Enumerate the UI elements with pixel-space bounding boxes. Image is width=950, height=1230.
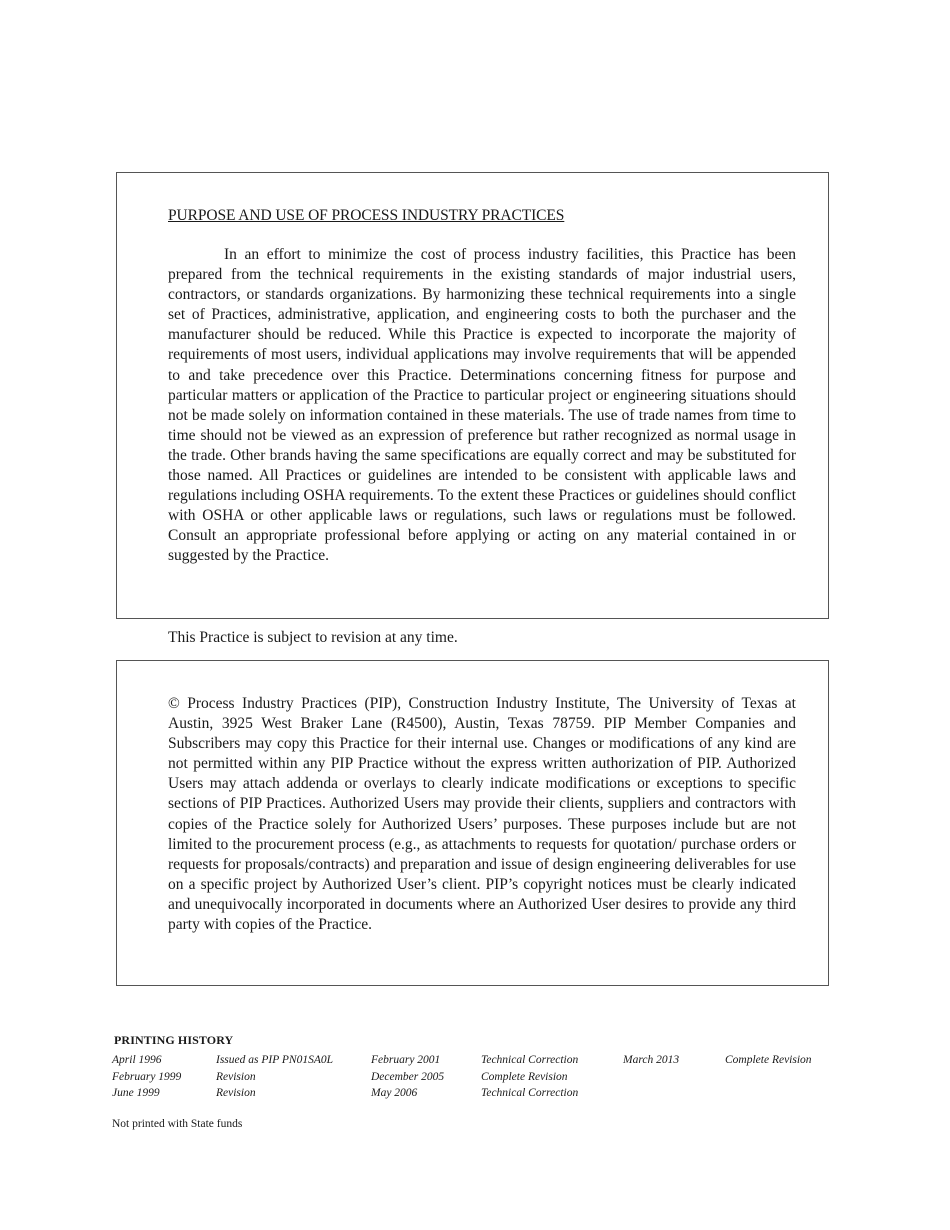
history-date: April 1996 (112, 1054, 162, 1066)
history-date: March 2013 (623, 1054, 680, 1066)
printing-history-title: PRINTING HISTORY (114, 1033, 234, 1047)
history-event: Revision (216, 1070, 256, 1083)
history-event: Revision (216, 1087, 256, 1099)
printing-history-row (112, 1052, 852, 1069)
purpose-content (168, 206, 796, 567)
history-event: Issued as PIP PN01SA0L (216, 1054, 334, 1066)
history-event: Complete Revision (725, 1054, 812, 1066)
printing-history (112, 1032, 852, 1102)
history-date: December 2005 (371, 1070, 445, 1083)
history-event: Complete Revision (481, 1070, 568, 1083)
revision-note: This Practice is subject to revision at any time. (168, 629, 458, 646)
purpose-body: In an effort to minimize the cost of process industry facilities, this Practice has been prepared from the technical requirements in the existing standards of major industrial users, contractors, or standards organizations. By harmonizing these technical requirements into a single set of Practices, administrative, application, and engineering costs to both the purchaser and the manufacturer should be reduced. While this Practice is expected to incorporate the majority of requirements of most users, individual applications may involve requirements that will be appended to and take precedence over this Practice. Determinations concerning fitness for purpose and particular matters or application of the Practice to particular project or engineering situations should not be made solely on information contained in these materials. The use of trade names from time to time should not be viewed as an expression of preference but rather recognized as normal usage in the trade. Other brands having the same specifications are equally correct and may be substituted for those named. All Practices or guidelines are intended to be consistent with applicable laws and regulations including OSHA requirements. To the extent these Practices or guidelines should conflict with OSHA or other applicable laws or regulations, such laws or regulations must be followed. Consult an appropriate professional before applying or acting on any material contained in or suggested by the Practice. (168, 246, 796, 565)
history-event: Technical Correction (481, 1054, 579, 1066)
printing-history-row (112, 1085, 852, 1102)
copyright-body: © Process Industry Practices (PIP), Construction Industry Institute, The University of Texas at Austin, 3925 West Braker Lane (R4500), Austin, Texas 78759. PIP Member Companies and Subscribers may copy this Practice for their internal use. Changes or modifications of any kind are not permitted within any PIP Practice without the express written authorization of PIP. Authorized Users may attach addenda or overlays to clearly indicate modifications or exceptions to specific sections of PIP Practices. Authorized Users may provide their clients, suppliers and contractors with copies of the Practice solely for Authorized Users’ purposes. These purposes include but are not limited to the procurement process (e.g., as attachments to requests for quotation/ purchase orders or requests for proposals/contracts) and preparation and issue of design engineering deliverables for use on a specific project by Authorized User’s client. PIP’s copyright notices must be clearly indicated and unequivocally incorporated in documents where an Authorized User desires to provide any third party with copies of the Practice. (168, 695, 796, 934)
purpose-heading: PURPOSE AND USE OF PROCESS INDUSTRY PRACTICES (168, 207, 565, 224)
history-date: June 1999 (112, 1087, 160, 1099)
purpose-section (116, 172, 829, 619)
copyright-content (168, 694, 796, 935)
footer-note: Not printed with State funds (112, 1118, 243, 1130)
history-date: May 2006 (371, 1087, 418, 1099)
printing-history-row (112, 1069, 852, 1086)
history-event: Technical Correction (481, 1087, 579, 1099)
history-date: February 2001 (371, 1054, 441, 1066)
history-date: February 1999 (112, 1070, 182, 1083)
copyright-section (116, 660, 829, 986)
